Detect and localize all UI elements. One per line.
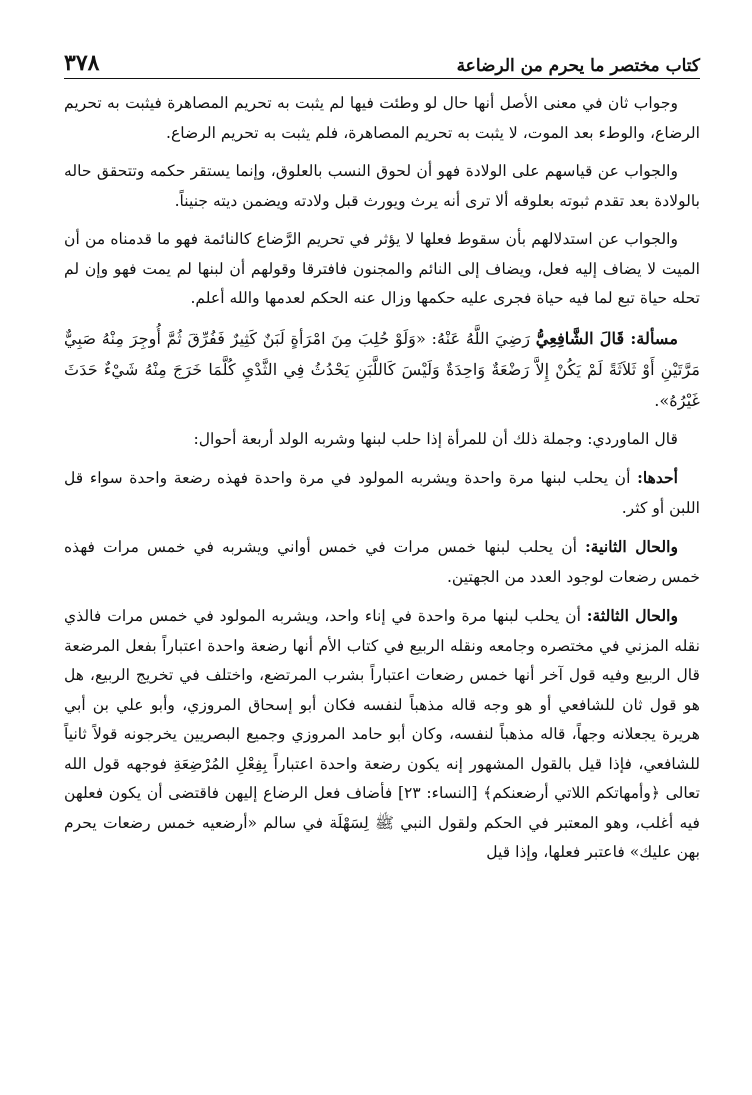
- body-text: [64, 89, 700, 868]
- page-number: ٣٧٨: [64, 50, 100, 76]
- paragraph-lead: والحال الثالثة:: [586, 606, 678, 625]
- paragraph-text: أن يحلب لبنها مرة واحدة ويشربه المولود في مرة واحدة فهذه رضعة واحدة سواء قل اللبن أو كثر.: [64, 469, 700, 517]
- paragraph-lead: مسألة: قَالَ الشَّافِعِيُّ: [535, 328, 678, 348]
- paragraph-text: أن يحلب لبنها خمس مرات في خمس أواني ويشربه في خمس مرات فهذه خمس رضعات لوجود العدد من الجهتين.: [64, 538, 700, 586]
- paragraph: [64, 225, 700, 314]
- paragraph-text: قال الماوردي: وجملة ذلك أن للمرأة إذا حلب لبنها وشربه الولد أربعة أحوال:: [193, 429, 678, 448]
- paragraph: [64, 463, 700, 523]
- paragraph: [64, 89, 700, 148]
- paragraph-lead: أحدها:: [637, 468, 678, 487]
- page-header: [64, 40, 700, 79]
- paragraph-text: أن يحلب لبنها مرة واحدة في إناء واحد، ويشربه المولود في خمس مرات فالذي نقله المزني في مختصره وجامعه ونقله الربيع في كتاب الأم أنها رضعة واحدة اعتباراً بفعل المرضعة قال الربيع وفيه قول آخر أنها خمس رضعات اعتباراً بشرب المرتضع، واختلف في تخريج الربيع، هل هو قول ثان للشافعي أو هو وجه قاله مذهباً لنفسه فكان أبو إسحاق المروزي، وأبو علي بن أبي هريرة يجعلانه وجهاً، قاله مذهباً لنفسه، وكان أبو حامد المروزي وجميع البصريين يخرجونه قولاً ثانياً للشافعي، فإذا قيل بالقول المشهور إنه يكون رضعة واحدة اعتباراً بِفِعْلِ المُرْضِعَةِ فوجهه قول الله تعالى ﴿وأمهاتكم اللاتي أرضعنكم﴾ [النساء: ٢٣] فأضاف فعل الرضاع إليهن فاقتضى أن يكون فعلهن فيه أغلب، وهو المعتبر في الحكم ولقول النبي ﷺ لِسَهْلَة في سالم «أرضعيه خمس رضعات يحرم بهن عليك» فاعتبر فعلها، وإذا قيل: [64, 607, 701, 861]
- paragraph-text: رَضِيَ اللَّهُ عَنْهُ: «وَلَوْ حُلِبَ مِنَ امْرَأةٍ لَبَنٌ كَثِيرٌ فَفُرِّقَ ثُمَّ أُوجِرَ مِنْهُ صَبِيٌّ مَرَّتَيْنِ أَوْ ثَلاَثَةً لَمْ يَكُنْ إِلاَّ رَضْعَةٌ وَاحِدَةٌ وَلَيْسَ كَاللَّبَنِ يَحْدُثُ فِي الثَّدْيِ كُلَّمَا خَرَجَ مِنْهُ شَيْءٌ حَدَثَ غَيْرُهُ».: [64, 328, 700, 410]
- paragraph-text: والجواب عن قياسهم على الولادة فهو أن لحوق النسب بالعلوق، وإنما يستقر حكمه وتتحقق حاله بالولادة بعد تقدم ثبوته بعلوقه ألا ترى أنه يرث ويورث قبل ولادته ويضمن ديته جنيناً.: [64, 162, 700, 210]
- paragraph-lead: والحال الثانية:: [585, 537, 678, 556]
- running-title: كتاب مختصر ما يحرم من الرضاعة: [456, 56, 700, 76]
- paragraph: [64, 425, 700, 455]
- book-page: [64, 40, 700, 1065]
- paragraph: [64, 157, 700, 216]
- paragraph-text: وجواب ثان في معنى الأصل أنها حال لو وطئت فيها لم يثبت به تحريم المصاهرة فيثبت به تحريم الرضاع، والوطء بعد الموت، لا يثبت به تحريم المصاهرة، فلم يثبت به تحريم الرضاع.: [64, 94, 700, 142]
- paragraph: [64, 601, 700, 868]
- paragraph: [64, 532, 700, 592]
- paragraph-mas-ala: [64, 323, 700, 416]
- paragraph-text: والجواب عن استدلالهم بأن سقوط فعلها لا يؤثر في تحريم الرَّضاع كالنائمة فهو ما قدمناه من أن الميت لا يضاف إليه فعل، ويضاف إلى النائم والمجنون فافترقا وقولهم أن لبنها لم يمت فهو وإن لم تحله حياة تبع لما فيه حياة فجرى عليه حكمها وزال عنه الحكم لعدمها والله أعلم.: [64, 230, 700, 307]
